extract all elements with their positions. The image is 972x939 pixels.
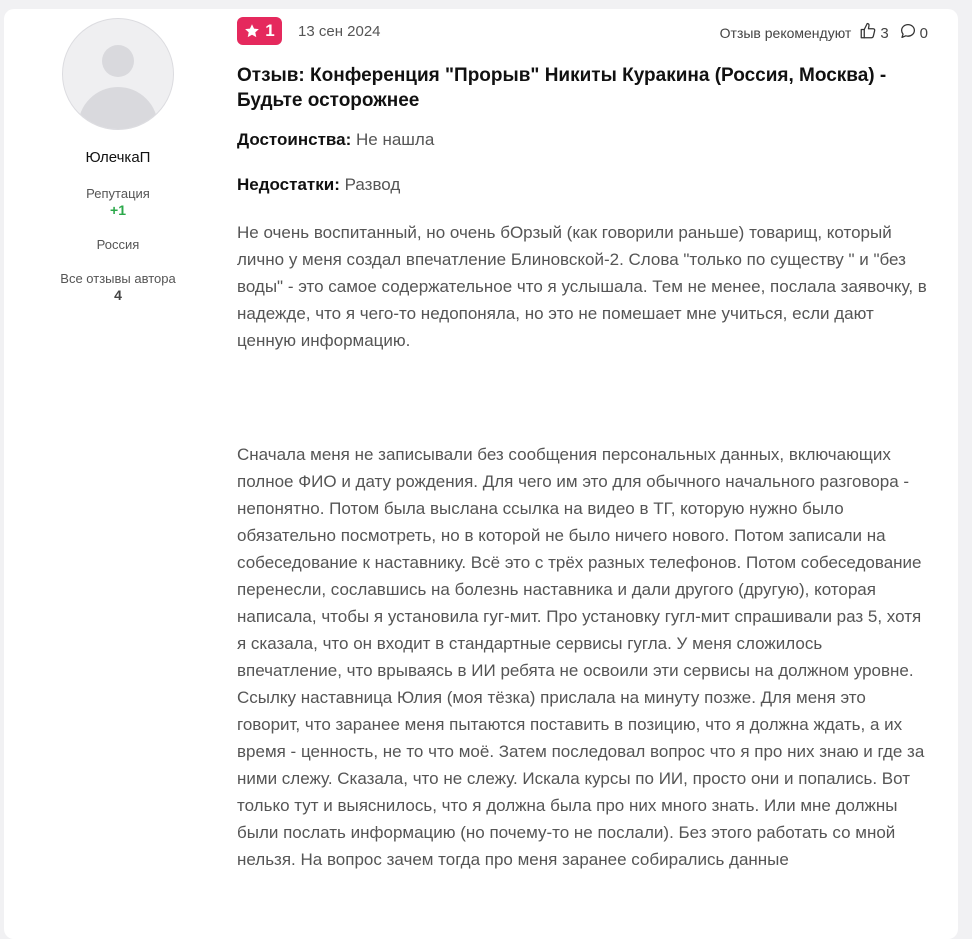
likes-count: 3 xyxy=(880,24,889,42)
review-title: Отзыв: Конференция "Прорыв" Никиты Куракина (Россия, Москва) - Будьте осторожнее xyxy=(237,65,887,111)
avatar-head-shape xyxy=(102,45,134,77)
thumbs-up-icon xyxy=(859,22,877,44)
cons-value: Развод xyxy=(344,175,401,194)
review-paragraph: Не очень воспитанный, но очень бОрзый (как говорили раньше) товарищ, который лично у меня создал впечатление Блиновской-2. Слова "только по существу " и "без воды" - это самое содержательное что я услышала. Тем не менее, послала заявочку, в надежде, что я чего-то недопоняла, но это не помешает мне учиться, если дают ценную информацию. xyxy=(237,223,927,350)
star-icon xyxy=(244,23,260,39)
reputation-label: Репутация xyxy=(86,186,150,201)
all-reviews-count: 4 xyxy=(114,287,122,303)
pros-value: Не нашла xyxy=(356,130,435,149)
author-name[interactable]: ЮлечкаП xyxy=(85,149,151,166)
rating-value: 1 xyxy=(265,21,275,40)
comment-icon xyxy=(899,22,917,44)
cons-line xyxy=(237,175,400,195)
cons-label: Недостатки: xyxy=(237,175,340,194)
author-panel xyxy=(40,18,196,303)
like-button[interactable] xyxy=(859,22,888,44)
pros-line xyxy=(237,130,434,150)
comments-count: 0 xyxy=(919,24,928,42)
rating-badge xyxy=(237,17,282,45)
review-paragraph: Сначала меня не записывали без сообщения персональных данных, включающих полное ФИО и дату рождения. Для чего им это для обычного начального разговора - непонятно. Потом была выслана ссылка на видео в ТГ, которую нужно было обязательно посмотреть, но в которой не было ничего нового. Потом записали на собеседование к наставнику. Всё это с трёх разных телефонов. Потом собеседование перенесли, сославшись на болезнь наставника и дали другого (другую), которая написала, чтобы я установила гуг-мит. Про установку гугл-мит спрашивали раз 5, хотя я сказала, что он входит в стандартные сервисы гугла. У меня сложилось впечатление, что врываясь в ИИ ребята не освоили эти сервисы на должном уровне. Ссылку наставница Юлия (моя тёзка) прислала на минуту позже. Для меня это говорит, что заранее меня пытаются поставить в позицию, что я должна ждать, а их время - ценность, не то что моё. Затем последовал вопрос что я про них знаю и где за ними слежу. Сказала, что не слежу. Искала курсы по ИИ, просто они и попались. Вот только тут и выяснилось, что я должна была про них много знать. Или мне должны были послать информацию (но почему-то не послали). Без этого работать со мной нельзя. На вопрос зачем тогда про меня заранее собирались данные xyxy=(237,445,925,869)
author-country: Россия xyxy=(96,237,140,252)
avatar-body-shape xyxy=(78,87,158,130)
reputation-value: +1 xyxy=(110,202,126,218)
all-reviews-link[interactable]: Все отзывы автора xyxy=(60,271,176,286)
review-date: 13 сен 2024 xyxy=(298,23,381,40)
avatar[interactable] xyxy=(62,18,174,130)
comments-button[interactable] xyxy=(899,22,928,44)
pros-label: Достоинства: xyxy=(237,130,352,149)
recommend-block xyxy=(720,22,928,44)
recommend-label: Отзыв рекомендуют xyxy=(719,25,852,41)
